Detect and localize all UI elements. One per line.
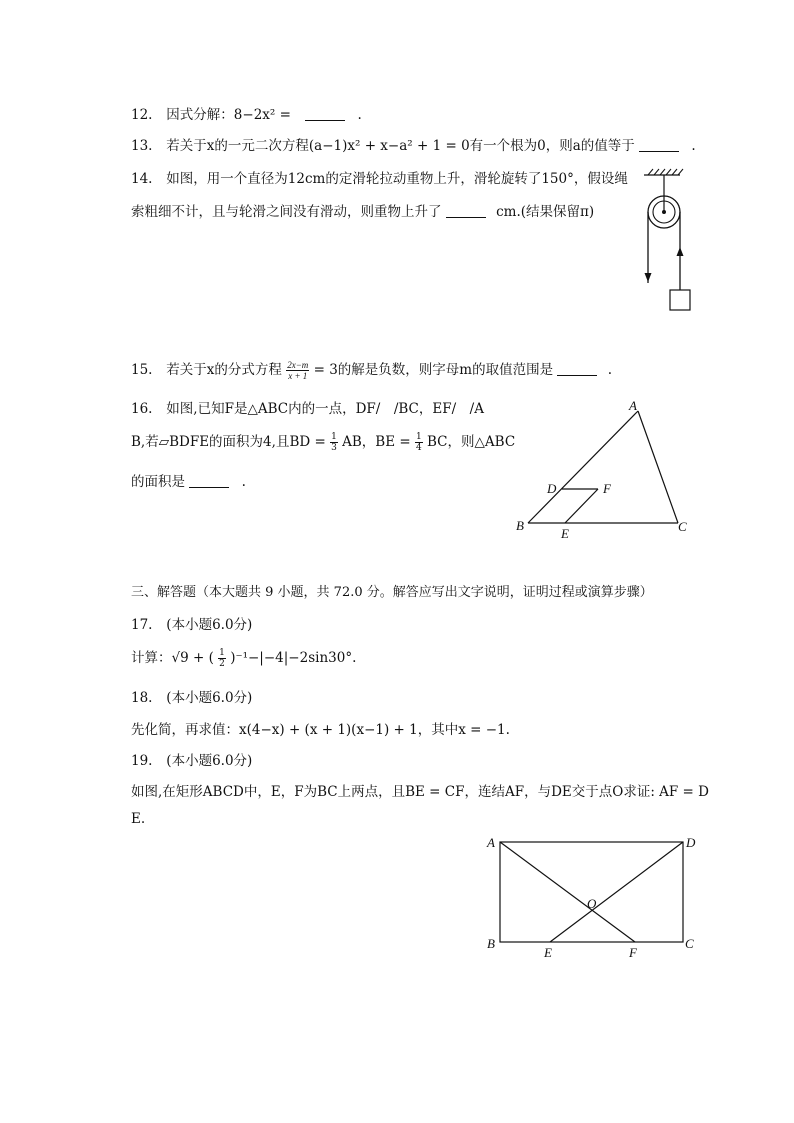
side-ac bbox=[638, 411, 678, 523]
fraction bbox=[415, 432, 423, 453]
triangle-figure bbox=[510, 395, 700, 545]
question-14-line1 bbox=[131, 167, 628, 187]
question-number: 19. bbox=[131, 753, 153, 769]
label-d: D bbox=[686, 835, 696, 850]
fraction-numerator: 1 bbox=[219, 648, 225, 658]
question-text: B,若▱BDFE的面积为4,且BD = bbox=[131, 434, 326, 450]
answer-blank[interactable] bbox=[189, 487, 229, 488]
section-3-title: 三、解答题（本大题共 9 小题，共 72.0 分。解答应写出文字说明，证明过程或演算步骤） bbox=[131, 585, 653, 600]
question-16-line3 bbox=[131, 470, 246, 490]
side-ab bbox=[528, 411, 638, 523]
label-f: F bbox=[603, 481, 611, 496]
question-19-header bbox=[131, 749, 252, 769]
question-score: (本小题6.0分) bbox=[166, 753, 253, 769]
question-number: 15. bbox=[131, 362, 153, 378]
segment-de bbox=[550, 842, 683, 942]
question-16-line2 bbox=[131, 430, 515, 453]
question-19-line2: E. bbox=[131, 811, 146, 827]
answer-blank[interactable] bbox=[639, 151, 679, 152]
question-end: . bbox=[241, 474, 246, 490]
question-text: 如图，用一个直径为12cm的定滑轮拉动重物上升，滑轮旋转了150°，假设绳 bbox=[166, 171, 628, 187]
question-number: 13. bbox=[131, 138, 153, 154]
question-number: 17. bbox=[131, 617, 153, 633]
question-text: BC，则△ABC bbox=[427, 434, 516, 450]
question-end: . bbox=[691, 138, 696, 154]
fraction-numerator: 1 bbox=[331, 432, 337, 442]
fraction bbox=[286, 360, 309, 381]
label-e: E bbox=[561, 526, 569, 541]
question-19-line1: 如图,在矩形ABCD中，E，F为BC上两点，且BE = CF，连结AF，与DE交于点O求证: AF = D bbox=[131, 784, 709, 800]
question-text: AB，BE = bbox=[342, 434, 411, 450]
arrow-down-icon bbox=[645, 273, 652, 282]
question-score: (本小题6.0分) bbox=[166, 617, 253, 633]
label-f: F bbox=[629, 945, 637, 960]
label-c: C bbox=[685, 936, 694, 951]
label-a: A bbox=[487, 835, 495, 850]
question-score: (本小题6.0分) bbox=[166, 690, 253, 706]
arrow-up-icon bbox=[677, 247, 684, 256]
question-number: 18. bbox=[131, 690, 153, 706]
fraction-denominator: 3 bbox=[331, 443, 337, 453]
question-text-end: cm.(结果保留π) bbox=[496, 204, 595, 220]
answer-blank[interactable] bbox=[305, 120, 345, 121]
question-16-line1 bbox=[131, 397, 484, 417]
question-number: 12. bbox=[131, 107, 153, 123]
question-end: . bbox=[357, 107, 362, 123]
question-number: 14. bbox=[131, 171, 153, 187]
question-text: 的面积是 bbox=[131, 474, 185, 490]
question-end: . bbox=[607, 362, 612, 378]
question-15 bbox=[131, 358, 612, 381]
question-17-header bbox=[131, 613, 252, 633]
answer-blank[interactable] bbox=[557, 375, 597, 376]
label-b: B bbox=[516, 518, 524, 533]
pulley-figure bbox=[630, 160, 700, 315]
question-17-body bbox=[131, 646, 356, 669]
segment-af bbox=[500, 842, 635, 942]
fraction-numerator: 1 bbox=[415, 432, 422, 442]
label-o: O bbox=[587, 896, 597, 911]
question-18-body: 先化简，再求值：x(4−x) + (x + 1)(x−1) + 1，其中x = −1. bbox=[131, 722, 510, 738]
segment-ef bbox=[565, 489, 598, 523]
pulley-center bbox=[662, 210, 666, 214]
question-number: 16. bbox=[131, 401, 153, 417]
fraction bbox=[330, 432, 338, 453]
question-text: 如图,已知F是△ABC内的一点，DF/ /BC，EF/ /A bbox=[166, 401, 484, 417]
question-text: 若关于x的一元二次方程(a−1)x² + x−a² + 1 = 0有一个根为0，则a的值等于 bbox=[166, 138, 635, 154]
question-14-line2 bbox=[131, 200, 594, 220]
question-text: = 3的解是负数，则字母m的取值范围是 bbox=[313, 362, 554, 378]
fraction-numerator: 2x−m bbox=[287, 360, 309, 370]
label-a: A bbox=[629, 398, 637, 413]
label-c: C bbox=[678, 519, 687, 534]
label-d: D bbox=[547, 481, 557, 496]
question-text: )⁻¹−|−4|−2sin30°. bbox=[230, 650, 357, 666]
rectangle-figure bbox=[480, 830, 705, 965]
question-text: 计算：√9 + ( bbox=[131, 650, 214, 666]
answer-blank[interactable] bbox=[446, 217, 486, 218]
question-text: 索粗细不计，且与轮滑之间没有滑动，则重物上升了 bbox=[131, 204, 442, 220]
label-e: E bbox=[544, 945, 552, 960]
question-text: 因式分解：8−2x² = bbox=[166, 107, 291, 123]
question-12 bbox=[131, 103, 362, 123]
fraction-denominator: 2 bbox=[219, 659, 225, 669]
fraction-denominator: x + 1 bbox=[288, 371, 308, 381]
question-text: 若关于x的分式方程 bbox=[166, 362, 282, 378]
question-13 bbox=[131, 134, 696, 154]
ceiling-hatch bbox=[648, 169, 683, 175]
question-18-header bbox=[131, 686, 252, 706]
rectangle-abcd bbox=[500, 842, 683, 942]
fraction-denominator: 4 bbox=[415, 443, 422, 453]
fraction bbox=[218, 648, 226, 669]
weight-block bbox=[670, 290, 690, 310]
label-b: B bbox=[487, 936, 495, 951]
